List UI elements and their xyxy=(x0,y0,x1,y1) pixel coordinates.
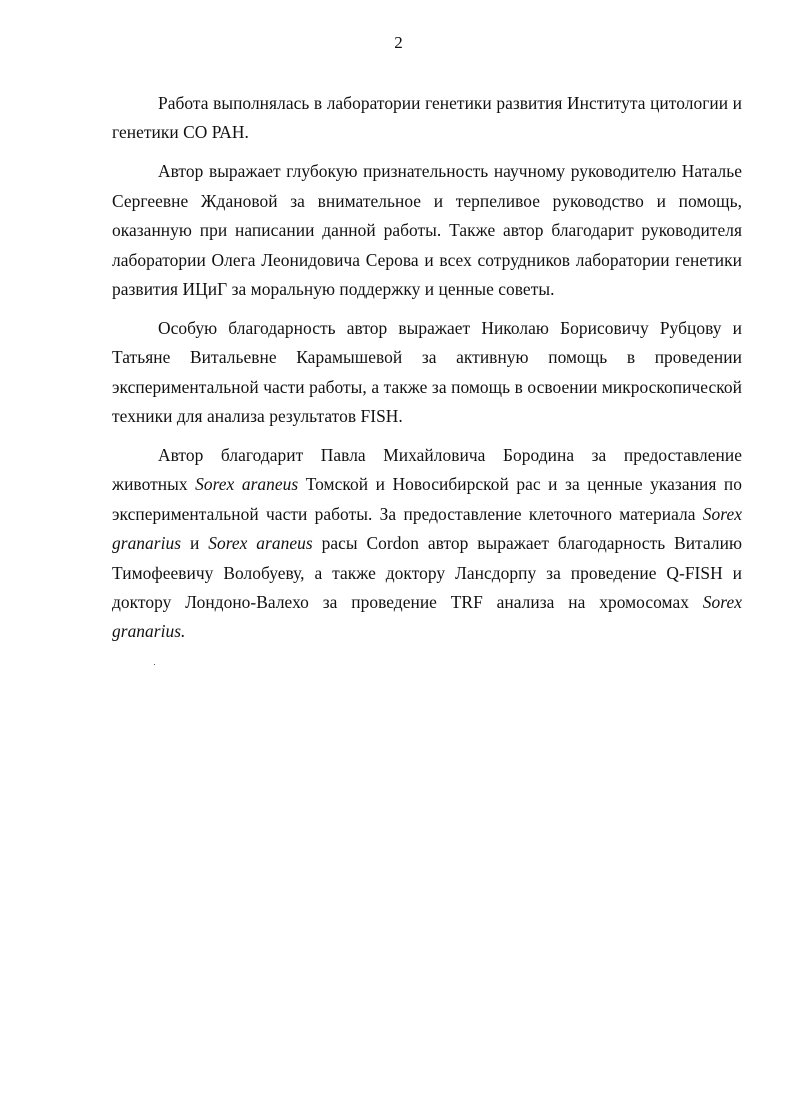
species-name: Sorex granarius xyxy=(112,503,742,554)
text-run: Автор благодарит Павла Михайловича Бородина за предоставление животных xyxy=(112,444,742,495)
body-text xyxy=(112,89,742,647)
paragraph xyxy=(112,89,742,148)
paragraph xyxy=(112,157,742,304)
paragraph xyxy=(112,314,742,432)
paragraph xyxy=(112,441,742,647)
species-name: Sorex araneus xyxy=(208,533,313,554)
page-number: 2 xyxy=(394,33,403,52)
species-name: Sorex araneus xyxy=(195,474,299,495)
text-run: Томской и Новосибирской рас и за ценные указания по экспериментальной части работы. За предоставление клеточного материала xyxy=(112,474,743,524)
text-run: Автор выражает глубокую признательность научному руководителю Наталье Сергеевне Ждановой за внимательное и терпеливое руководство и помощь, оказанную при написании данной работы. Также автор благодарит руководителя лаборатории Олега Леонидовича Серова и всех сотрудников лаборатории генетики развития ИЦиГ за моральную поддержку и ценные советы. xyxy=(112,161,742,299)
text-run: Работа выполнялась в лаборатории генетики развития Института цитологии и генетики СО РАН. xyxy=(112,93,742,143)
text-run: расы Cordon автор выражает благодарность Виталию Тимофеевичу Волобуеву, а также доктору Лансдорпу за проведение Q-FISH и доктору Лондоно-Валехо за проведение TRF анализа на хромосомах xyxy=(112,533,743,612)
scan-speck xyxy=(154,664,155,665)
text-run: и xyxy=(181,533,209,554)
species-name: Sorex granarius. xyxy=(112,592,742,642)
text-run: Особую благодарность автор выражает Николаю Борисовичу Рубцову и Татьяне Витальевне Карамышевой за активную помощь в проведении экспериментальной части работы, а также за помощь в освоении микроскопической техники для анализа результатов FISH. xyxy=(112,317,742,427)
